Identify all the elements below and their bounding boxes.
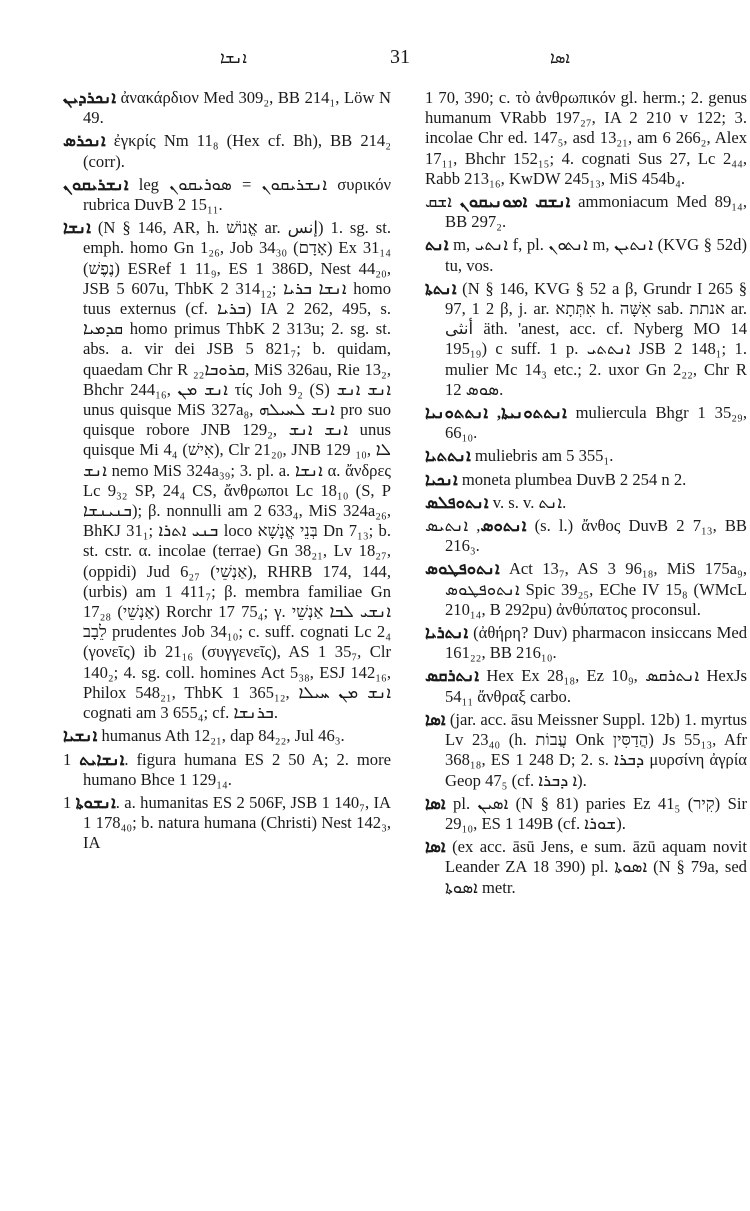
entry [63,726,391,746]
entry-lemma: ܐܢܫܐ [63,218,91,238]
entry-lemma: ܐܢܬܘܦܛܘܣ [425,559,500,579]
entry [425,516,747,556]
entry [425,837,747,898]
entry-text: , ܐܢܬܝܣ (s. l.) ἄνθος DuvB 2 7₁₃, BB 216₃. [425,516,747,556]
entry [425,666,747,706]
entry [425,493,747,513]
page-header [40,44,710,80]
entry-lemma: ܐܣܐ [425,837,446,857]
entry-text: ἀνακάρδιον Med 309₂, BB 214₁, Löw N 49. [83,88,392,128]
right-column [425,88,747,901]
entry [425,235,747,275]
entry [425,794,747,834]
entry-text: m, ܐܢܬܝ f, pl. ܐܢܬܘܢ m, ܐܢܬܝܢ (KVG § 52d) tu, vos. [445,235,747,275]
entry-lemma: ܐܣܐ [425,709,446,729]
entry [425,403,747,443]
entry [425,470,747,490]
entry-text: ἐγκρίς Nm 11₈ (Hex cf. Bh), BB 214₂ (corr). [83,131,391,171]
entry-lemma: ܐܢܬܬܐ [425,278,457,298]
entry-text: moneta plumbea DuvB 2 254 n 2. [461,469,687,489]
entry [63,175,391,215]
entry [425,446,747,466]
entry-text: (N § 146, AR, h. אֱנוֹשׁ ar. إنس) 1. sg. st. emph. homo Gn 1₂₆, Job 34₃₀ (אָדָם) Ex 31₁₄ (נֶפֶשׁ) ESRef 1 11₉, ES 1 386D, Nest 44₂₀, JSB 5 607u, ThbK 2 314₁₂; ܐܢܫܐ ܒܪܝܐ homo tuus externus (cf. ܒܪܝܐ) IA 2 262, 495, s. ܩܕܡܝܐ homo primus ThbK 2 313u; 2. sg. st. abs. a. vir dei JSB 5 821₇; b. quidam, quaedam Chr R ܩܪܘܒܐ₂₂, MiS 326au, Rie 13₂, Bhchr 244₁₆, ܐܢܫ ܡܢ τίς Joh 9₂ (S) ܐܢܫ ܐܢܫ unus quisque MiS 327a₈, ܐܢܫ ܠܚܝܠܗ pro suo quisque robore JNB 129₂, ܐܢܫ ܐܢܫ unus quisque Mi 4₄ (אִישׁ), Clr 21₂₀, JNB 129 ₁₀, ܠܐ ܐܢܫ nemo MiS 324a₃₉; 3. pl. a. ܐܢܫܐ α. ἄνδρες Lc 9₃₂ SP, 24₄ CS, ἄνθρωποι Lc 18₁₀ (S, P ܒܢܝܢܫܐ); β. nonnulli am 2 633₄, MiS 324a₂₆, BhKJ 31₁; ܒܢܝ ܐܬܪܐ loco בְּנֵי אֱנָשָׁא Dn 7₁₃; b. st. cstr. α. incolae (terrae) Gn 38₂₁, Lv 18₂₇, (oppidi) Jud 6₂₇ (אַנְשֵׁי), RHRB 174, 144, (urbis) am 1 411₇; β. membra familiae Gn 17₂₈ (אַנְשֵׁי) Rorchr 17 75₄; γ. ܐܢܫܝ ܠܒܐ אַנְשֵׁי לֵבָב prudentes Job 34₁₀; c. suff. cognati Lc 2₄ (γονεῖς) ib 21₁₆ (συγγενεῖς), AS 1 35₇, Clr 140₂; 4. sg. coll. homines Act 5₃₈, ESJ 142₁₆, Philox 548₂₁, ThbK 1 365₁₂, ܐܢܫ ܡܢ ܚܝܠܐ cognati am 3 655₄; cf. ܒܪܢܫܐ. [83,218,392,723]
entry [63,131,391,171]
entry-lemma: ܐܢܬܘܣ [480,516,527,536]
entry-text: muliebris am 5 355₁. [474,446,614,466]
entry-lemma: ܐܢܬ [425,235,449,255]
entry [425,559,747,620]
entry [425,192,747,232]
entry-text: (N § 146, KVG § 52 a β, Grundr I 265 § 97, 1 2 β, j. ar. אִתְּתָא h. אִשָּׁה sab. אנתת ar. أنثى äth. 'anest, acc. cf. Nyberg MO 14 195₁₉) c suff. 1 p. ܐܢܬܬܝ JSB 2 148₁; 1. mulier Mc 14₃ etc.; 2. uxor Gn 2₂₂, Chr R ܣܘܣ 12. [445,278,747,399]
entry [425,279,747,400]
entry-text: pl. ܐܣܝܢ (N § 81) paries Ez 41₅ (קִיר) Sir 29₁₀, ES 1 149B (cf. ܫܘܪܐ). [445,793,747,833]
entry-text: v. s. v. ܐܢܬ. [492,492,567,512]
right-running-head: ܐܣܐ [550,50,570,67]
entry-lemma: ܐܢܟܪܣ [63,131,106,151]
entry-lemma: ܐܢܟܪܕܝܢ [63,88,117,107]
entry-lemma: ܐܢܬܘܦܠܣ [425,492,489,512]
entry-text: humanus Ath 12₂₁, dap 84₂₂, Jul 46₃. [101,726,345,746]
entry-lemma: ܐܢܬܬܘܢܝܬܐ, ܐܢܬܬܘܢܝܐ [425,403,567,423]
entry-continuation [425,88,747,189]
entry-text: (jar. acc. āsu Meissner Suppl. 12b) 1. myrtus Lv 23₄₀ (h. עֲבוֹת Onk הֲדַסִּין) Js 55₁₃, Afr 368₁₈, ES 1 248 D; 2. s. ܕܒܪܐ μυρσίνη ἀγρία Geop 47₅ (cf. ܐ ܕܒܪܐ). [445,709,748,790]
left-column [63,88,391,857]
entry [63,88,391,128]
left-running-head: ܐܢܫܐ [220,50,247,67]
entry-text: 1. figura humana ES 2 50 A; 2. more humano Bhce 1 129₁₄. [63,749,391,789]
entry-lemma: ܐܢܬܪܝܐ [425,623,469,643]
entry-lemma: ܐܢܫܪܝܩܘܢ [63,174,129,194]
entry-lemma: ܐܢܬܪܩܣ [425,666,480,686]
entry-text: 1 70, 390; c. τὸ ἀνθρωπικόν gl. herm.; 2. genus humanum VRabb 197₂₇, IA 2 210 v 122; 3. incolae Chr ed. 147₅, asd 13₂₁, am 6 266₂, Alex 17₁₁, Bhchr 152₁₅; 4. cognati Sus 27, Lc 2₄₄, Rabb 213₁₆, KwDW 245₁₃, MiS 454b₄. [425,88,747,188]
entry-text: Act 13₇, AS 3 96₁₈, MiS 175a₉, ܐܢܬܘܦܛܘܣ Spic 39₂₅, EChe IV 15₈ (WMcL 210₁₄, B 292pu) ἀνθύπατος proconsul. [445,559,747,619]
entry-lemma: ܐܢܫܐܝܬ [79,749,125,769]
entry [63,218,391,723]
entry-text: 1. a. humanitas ES 2 506F, JSB 1 140₇, IA 1 178₄₀; b. natura humana (Christi) Nest 142₃, IA [63,792,391,853]
entry-lemma: ܐܢܫܩ ܐܡܘܢܝܩܘܢ [459,192,571,212]
page-number: 31 [390,46,410,68]
entry-lemma: ܐܢܬܬܝܐ [425,446,471,466]
entry-lemma: ܐܢܟܝܐ [425,469,458,489]
entry-lemma: ܐܢܫܝܐ [63,726,98,746]
entry-text: Hex Ex 28₁₈, Ez 10₉, ܐܢܬܪܩܣ HexJs 54₁₁ ἄνθραξ carbo. [445,666,747,706]
entry-text: (ἀθήρη? Duv) pharmacon insiccans Med 161₂₂, BB 216₁₀. [445,623,748,663]
entry-lemma: ܐܣܐ [425,793,446,813]
entry-text: muliercula Bhgr 1 35₂₉, 66₁₀. [445,403,747,443]
entry [425,710,747,791]
entry-text: (ex acc. āsū Jens, e sum. āzū aquam novit Leander ZA 18 390) pl. ܐܣܘܬܐ (N § 79a, sed ܐܣܘܬܐ metr. [445,837,747,897]
entry [63,750,391,790]
entry [63,793,391,854]
entry-lemma: ܐܢܫܘܬܐ [75,792,116,812]
entry [425,623,747,663]
entry-text: leg ܐܢܫܪܝܩܘܢ = ܣܘܪܝܩܘܢ συρικόν rubrica DuvB 2 15₁₁. [83,174,392,215]
entry-text: ܐܫܩ ammoniacum Med 89₁₄, BB 297₂. [425,192,747,232]
